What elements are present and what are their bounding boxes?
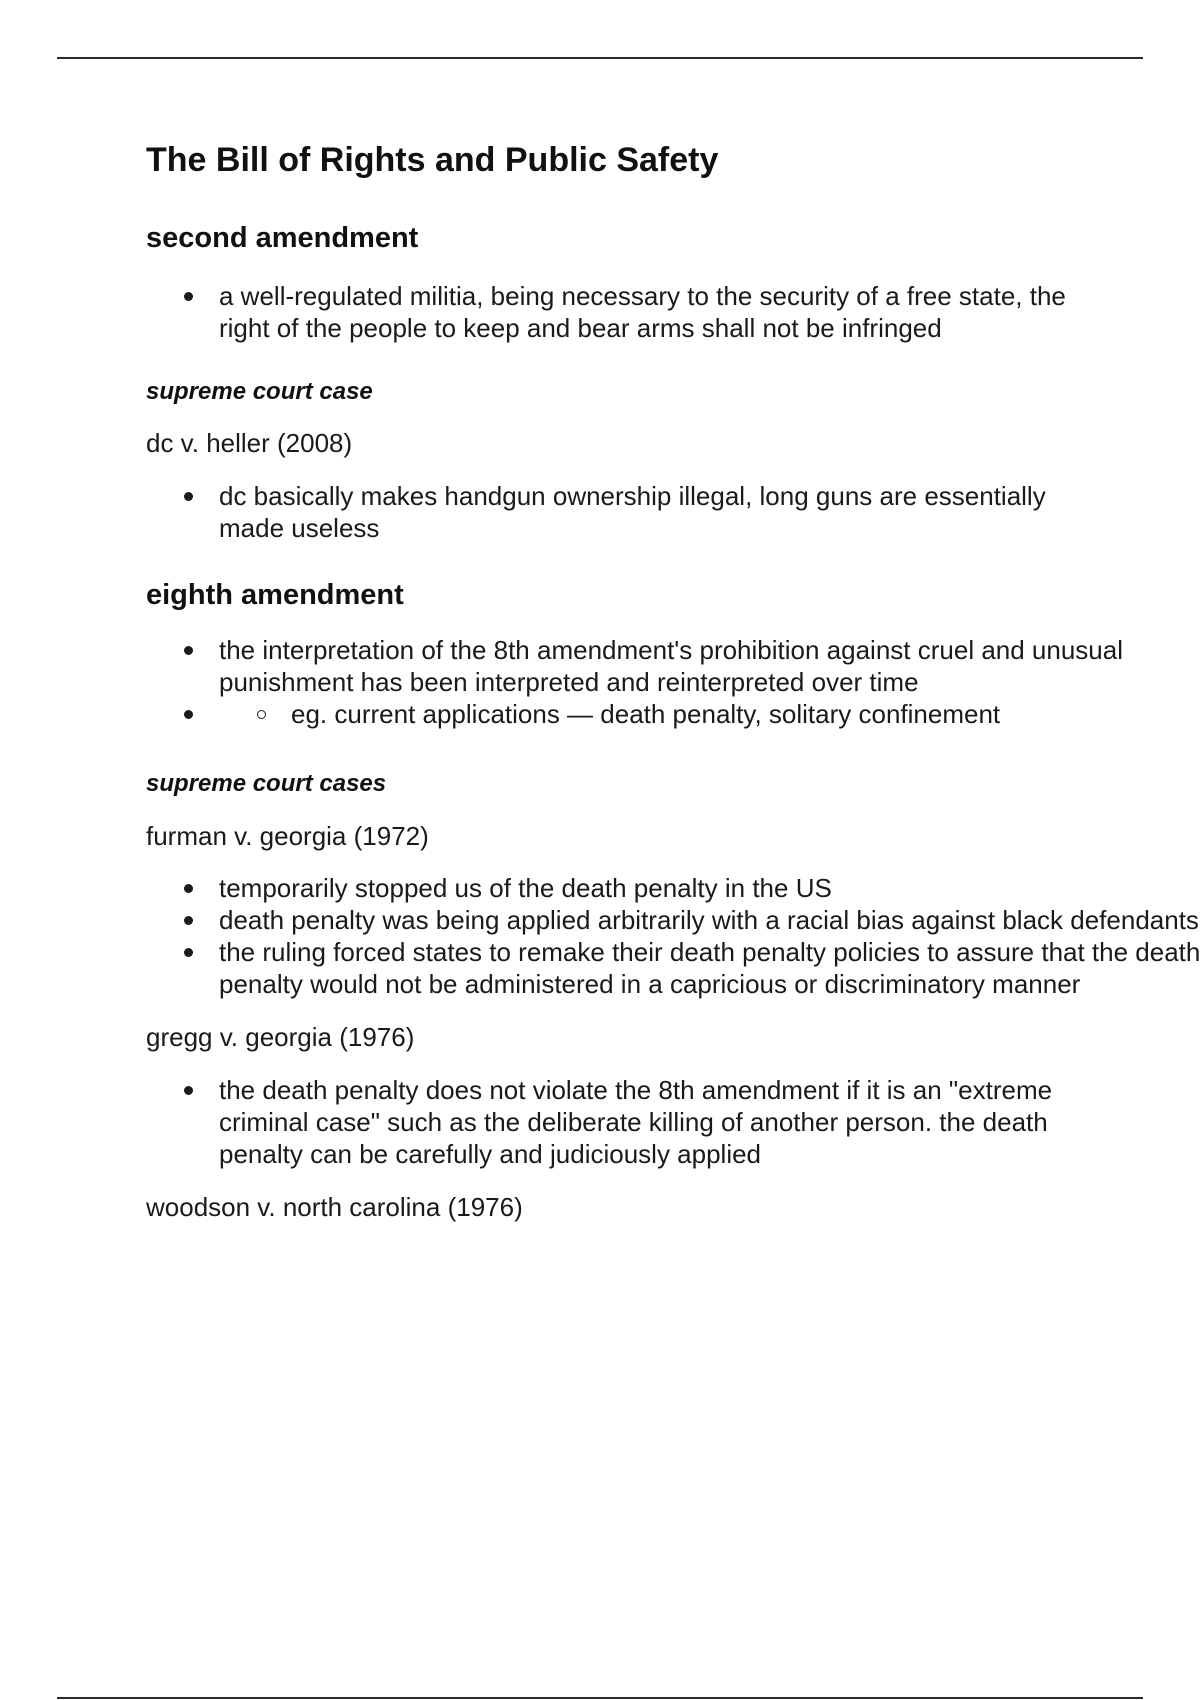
- list-item: death penalty was being applied arbitrarily with a racial bias against black defendants: [219, 904, 1200, 936]
- dc-v-heller-bullets: [146, 480, 1099, 544]
- list-item: a well-regulated militia, being necessary to the security of a free state, the right of the people to keep and bear arms shall not be infringed: [219, 280, 1099, 344]
- document-page: [146, 140, 1200, 1223]
- list-item: the death penalty does not violate the 8th amendment if it is an "extreme criminal case" such as the deliberate killing of another person. the death penalty can be carefully and judiciously applied: [219, 1074, 1099, 1170]
- sub-list-item: eg. current applications — death penalty, solitary confinement: [291, 698, 1200, 730]
- gregg-v-georgia-bullets: [146, 1074, 1099, 1170]
- case-name-furman-v-georgia: furman v. georgia (1972): [146, 821, 429, 852]
- furman-v-georgia-bullets: [146, 872, 1200, 1000]
- eighth-amendment-bullets: [146, 634, 1200, 730]
- case-name-dc-v-heller: dc v. heller (2008): [146, 428, 353, 459]
- eighth-amendment-sub-bullets: [219, 698, 1200, 730]
- case-name-gregg-v-georgia: gregg v. georgia (1976): [146, 1022, 415, 1053]
- list-item: the interpretation of the 8th amendment's prohibition against cruel and unusual punishment has been interpreted and reinterpreted over time: [219, 634, 1200, 698]
- list-item: dc basically makes handgun ownership illegal, long guns are essentially made useless: [219, 480, 1099, 544]
- second-amendment-bullets: [146, 280, 1099, 344]
- section-heading-second-amendment: second amendment: [146, 221, 419, 254]
- list-item: temporarily stopped us of the death penalty in the US: [219, 872, 1200, 904]
- page-title: The Bill of Rights and Public Safety: [146, 141, 719, 179]
- case-heading-second-amendment: supreme court case: [146, 377, 373, 405]
- list-item: the ruling forced states to remake their death penalty policies to assure that the death penalty would not be administered in a capricious or discriminatory manner: [219, 936, 1200, 1000]
- case-heading-eighth-amendment: supreme court cases: [146, 770, 387, 798]
- sub-list-container: [219, 698, 1200, 730]
- top-rule: [57, 57, 1143, 59]
- case-name-woodson-v-north-carolina: woodson v. north carolina (1976): [146, 1191, 523, 1222]
- bottom-rule: [57, 1697, 1143, 1699]
- section-heading-eighth-amendment: eighth amendment: [146, 578, 404, 611]
